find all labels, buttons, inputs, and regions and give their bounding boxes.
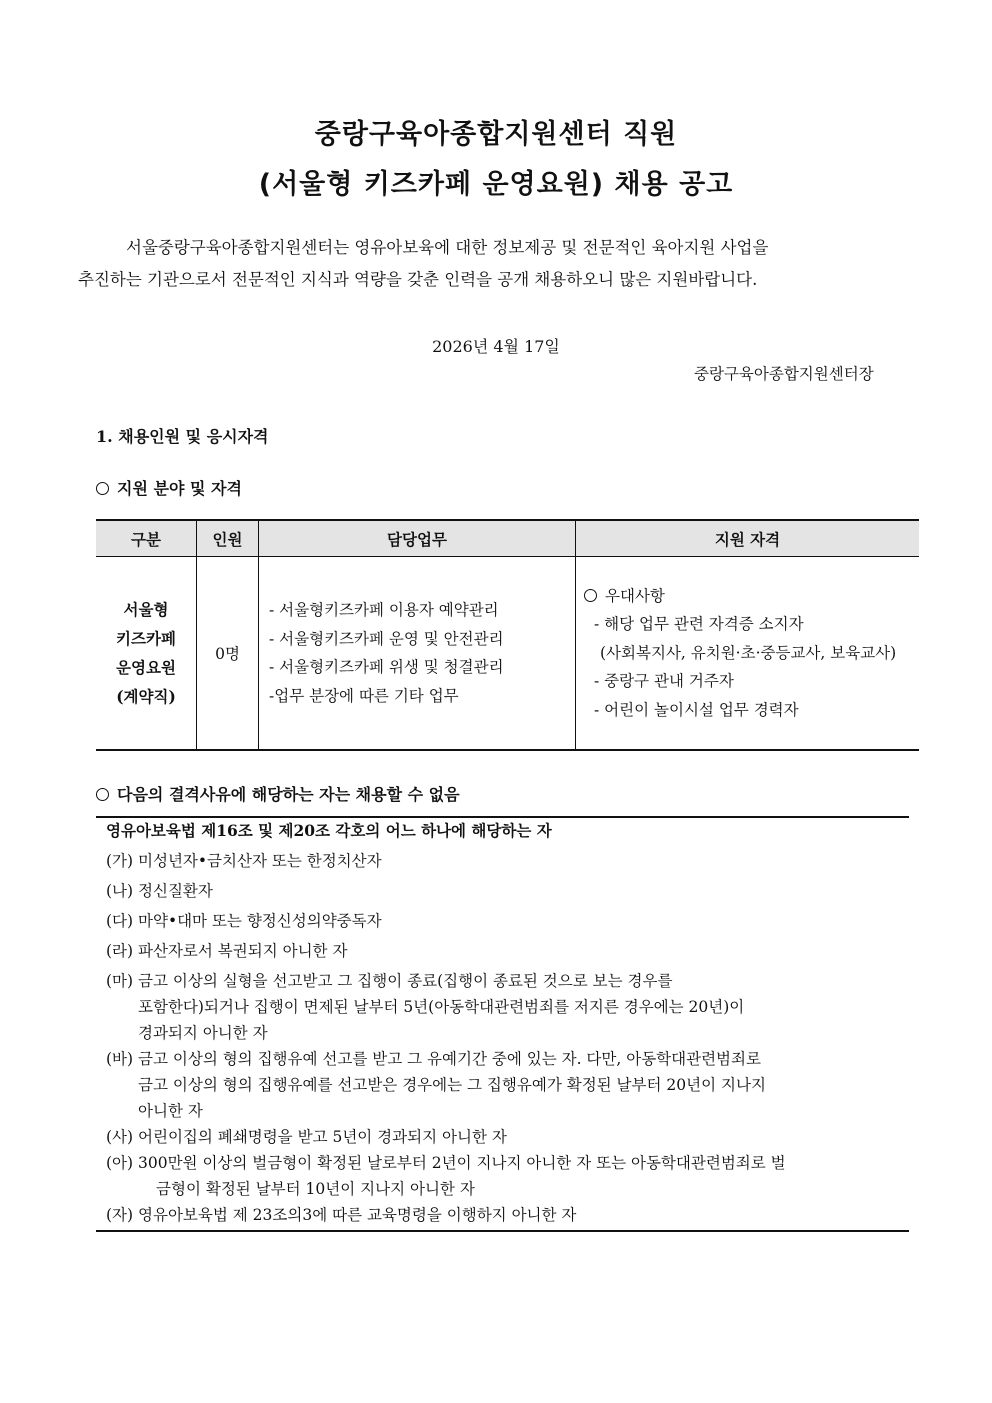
duty-item: - 서울형키즈카페 위생 및 청결관리 — [269, 658, 504, 676]
disqualification-item-da: (다) 마약•대마 또는 향정신성의약중독자 — [106, 912, 382, 930]
header-qualifications: 지원 자격 — [576, 520, 920, 557]
circle-bullet-icon — [96, 788, 109, 801]
duties-cell — [259, 557, 576, 751]
disqualification-item-aa: (아) 300만원 이상의 벌금형이 확정된 날로부터 2년이 지나지 아니한 자 또는 아동학대관련범죄로 벌 — [106, 1154, 786, 1172]
title-line-2: (서울형 키즈카페 운영요원) 채용 공고 — [258, 169, 734, 200]
duty-item: - 서울형키즈카페 이용자 예약관리 — [269, 601, 499, 619]
category-cell — [96, 557, 197, 751]
preference-heading-text: 우대사항 — [605, 586, 665, 605]
category-line: (계약직) — [116, 687, 176, 706]
disqualification-box — [96, 816, 909, 1232]
section-1-heading: 1. 채용인원 및 응시자격 — [96, 427, 269, 446]
disqualification-item-aa-cont: 금형이 확정된 날부터 10년이 지나지 아니한 자 — [156, 1180, 475, 1198]
announcement-date: 2026년 4월 17일 — [432, 337, 560, 356]
intro-paragraph — [78, 232, 920, 296]
qualification-subheading — [96, 476, 242, 499]
disqualification-item-na: (나) 정신질환자 — [106, 882, 213, 900]
disqualification-item-ma: (마) 금고 이상의 실형을 선고받고 그 집행이 종료(집행이 종료된 것으로 보는 경우를 — [106, 972, 673, 990]
qualification-item: - 어린이 놀이시설 업무 경력자 — [594, 700, 799, 719]
intro-line-2: 추진하는 기관으로서 전문적인 지식과 역량을 갖춘 인력을 공개 채용하오니 많은 지원바랍니다. — [78, 270, 758, 289]
disqualification-heading-text: 다음의 결격사유에 해당하는 자는 채용할 수 없음 — [117, 785, 460, 804]
count-cell: 0명 — [197, 557, 259, 751]
header-count: 인원 — [197, 520, 259, 557]
category-line: 키즈카페 — [116, 629, 176, 648]
disqualification-item-ba-cont: 아니한 자 — [138, 1102, 203, 1120]
table-row — [96, 557, 919, 751]
intro-line-1: 서울중랑구육아종합지원센터는 영유아보육에 대한 정보제공 및 전문적인 육아지원 사업을 — [126, 238, 769, 257]
header-category: 구분 — [96, 520, 197, 557]
disqualification-item-ja: (자) 영유아보육법 제 23조의3에 따른 교육명령을 이행하지 아니한 자 — [106, 1206, 577, 1224]
circle-bullet-icon — [96, 482, 109, 495]
qualification-note: (사회복지사, 유치원·초·중등교사, 보육교사) — [600, 643, 897, 662]
disqualification-item-ba-cont: 금고 이상의 형의 집행유예를 선고받은 경우에는 그 집행유예가 확정된 날부터 20년이 지나지 — [138, 1076, 766, 1094]
qualification-item: - 해당 업무 관련 자격증 소지자 — [594, 615, 804, 634]
disqualification-item-ga: (가) 미성년자•금치산자 또는 한정치산자 — [106, 852, 382, 870]
qualification-table — [96, 519, 919, 751]
disqualification-item-ba: (바) 금고 이상의 형의 집행유예 선고를 받고 그 유예기간 중에 있는 자. 다만, 아동학대관련범죄로 — [106, 1050, 761, 1068]
disqualification-item-ma-cont: 경과되지 아니한 자 — [138, 1024, 268, 1042]
preference-heading — [576, 582, 919, 611]
title-line-1: 중랑구육아종합지원센터 직원 — [314, 119, 678, 150]
category-line: 운영요원 — [116, 658, 176, 677]
table-header-row — [96, 520, 919, 557]
signer: 중랑구육아종합지원센터장 — [694, 365, 874, 383]
disqualification-item-ra: (라) 파산자로서 복권되지 아니한 자 — [106, 942, 348, 960]
qualification-subheading-text: 지원 분야 및 자격 — [117, 479, 242, 498]
qualification-item: - 중랑구 관내 거주자 — [594, 672, 734, 691]
qualifications-cell — [576, 557, 920, 751]
disqualification-item-sa: (사) 어린이집의 폐쇄명령을 받고 5년이 경과되지 아니한 자 — [106, 1128, 507, 1146]
duty-item: -업무 분장에 따른 기타 업무 — [269, 686, 459, 705]
disqualification-box-title: 영유아보육법 제16조 및 제20조 각호의 어느 하나에 해당하는 자 — [106, 821, 552, 840]
duty-item: - 서울형키즈카페 운영 및 안전관리 — [269, 629, 504, 648]
circle-bullet-icon — [584, 589, 597, 602]
disqualification-heading — [96, 782, 460, 805]
disqualification-item-ma-cont: 포함한다)되거나 집행이 면제된 날부터 5년(아동학대관련범죄를 저지른 경우에는 20년)이 — [138, 998, 745, 1016]
header-duties: 담당업무 — [259, 520, 576, 557]
category-line: 서울형 — [123, 600, 169, 619]
